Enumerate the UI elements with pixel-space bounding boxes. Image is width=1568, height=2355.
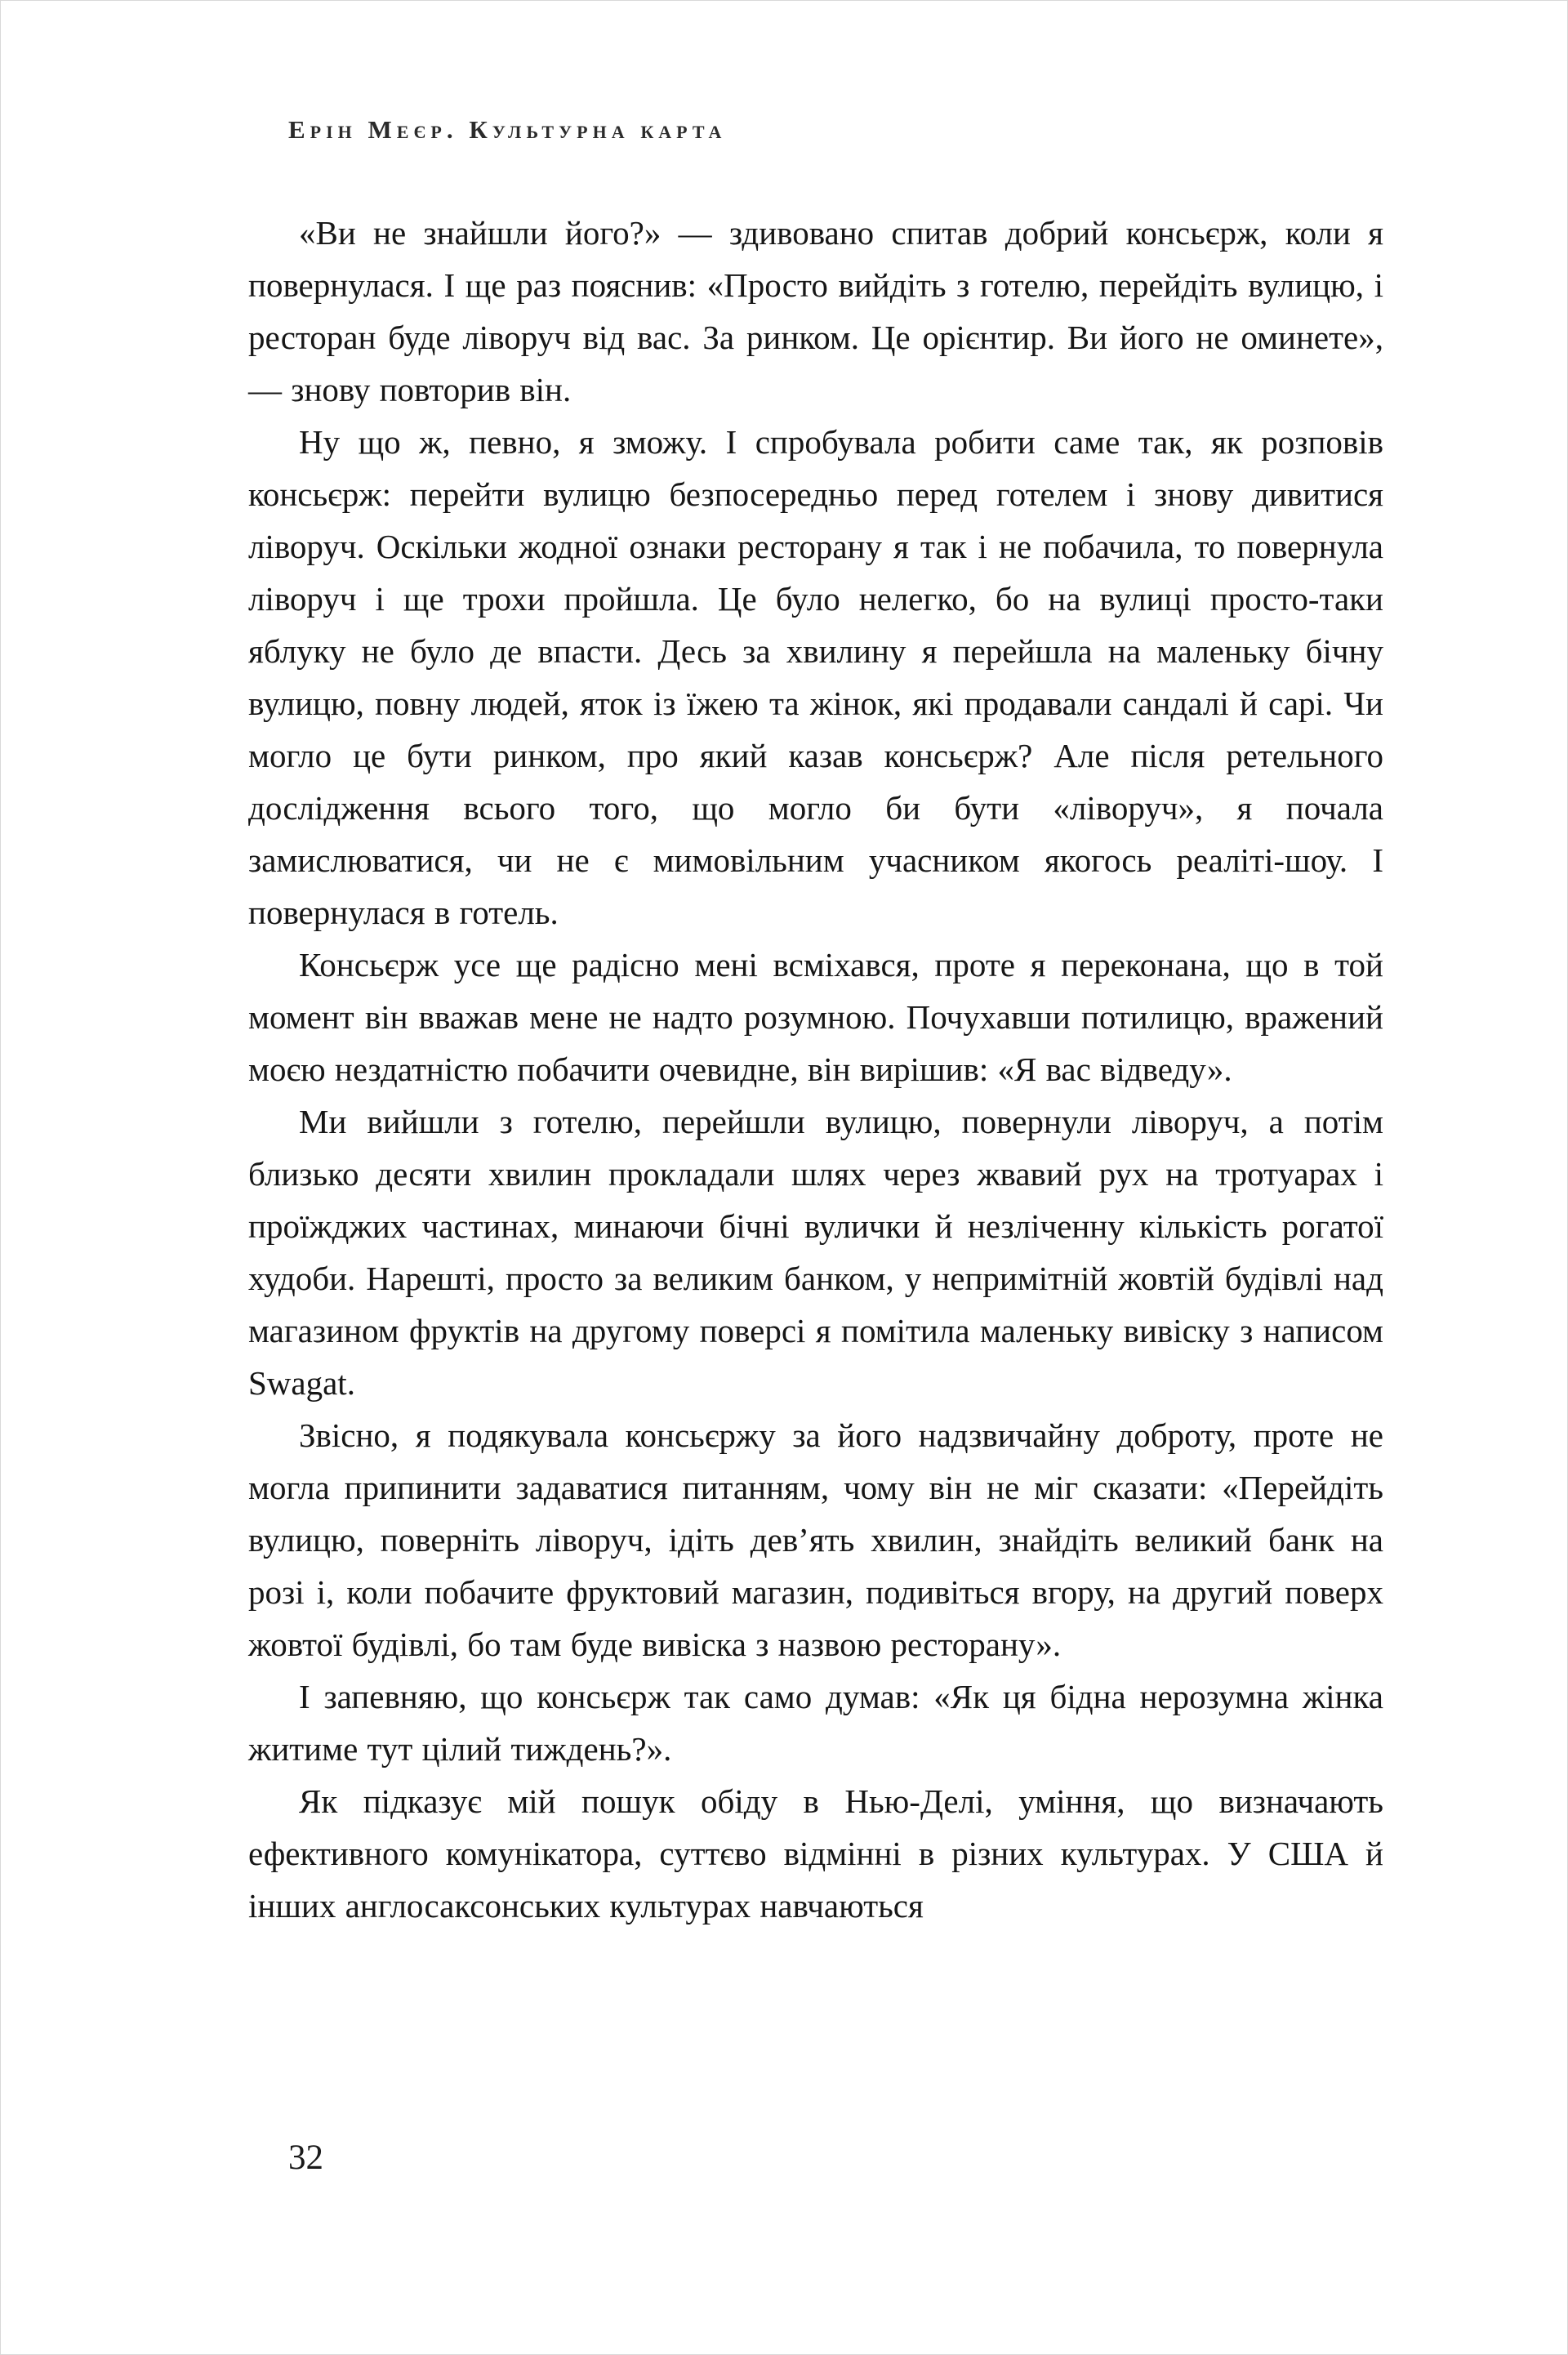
paragraph: Ну що ж, певно, я зможу. І спробувала робити саме так, як розповів консьєрж: перейти вулицю безпосередньо перед готелем і знову дивитися ліворуч. Оскільки жодної ознаки ресторану я так і не побачила, то повернула ліворуч і ще трохи пройшла. Це було нелегко, бо на вулиці просто-таки яблуку не було де впасти. Десь за хвилину я перейшла на маленьку бічну вулицю, повну людей, яток із їжею та жінок, які продавали сандалі й сарі. Чи могло це бути ринком, про який казав консьєрж? Але після ретельного дослідження всього того, що могло би бути «ліворуч», я почала замислюватися, чи не є мимовільним учасником якогось реаліті-шоу. І повернулася в готель.	[248, 423, 1383, 931]
paragraph: І запевняю, що консьєрж так само думав: «Як ця бідна нерозумна жінка житиме тут цілий тиждень?».	[248, 1678, 1383, 1768]
running-header: Ерін Меєр. Культурна карта	[288, 115, 727, 144]
page-number: 32	[288, 2139, 323, 2177]
paragraph: «Ви не знайшли його?» — здивовано спитав добрий консьєрж, коли я повернулася. І ще раз пояснив: «Просто вийдіть з готелю, перейдіть вулицю, і ресторан буде ліворуч від вас. За ринком. Це орієнтир. Ви його не оминете», — знову повторив він.	[248, 214, 1383, 408]
paragraph: Ми вийшли з готелю, перейшли вулицю, повернули ліворуч, а потім близько десяти хвилин прокладали шлях через жвавий рух на тротуарах і проїжджих частинах, минаючи бічні вулички й незліченну кількість рогатої худоби. Нарешті, просто за великим банком, у непримітній жовтій будівлі над магазином фруктів на другому поверсі я помітила маленьку вивіску з написом Swagat.	[248, 1103, 1383, 1402]
paragraph: Звісно, я подякувала консьєржу за його надзвичайну доброту, проте не могла припинити задаватися питанням, чому він не міг сказати: «Перейдіть вулицю, поверніть ліворуч, ідіть дев’ять хвилин, знайдіть великий банк на розі і, коли побачите фруктовий магазин, подивіться вгору, на другий поверх жовтої будівлі, бо там буде вивіска з назвою ресторану».	[248, 1416, 1383, 1663]
paragraph: Консьєрж усе ще радісно мені всміхався, проте я переконана, що в той момент він вважав мене не надто розумною. Почухавши потилицю, вражений моєю нездатністю побачити очевидне, він вирішив: «Я вас відведу».	[248, 946, 1383, 1088]
body-text	[248, 207, 1383, 1932]
paragraph: Як підказує мій пошук обіду в Нью-Делі, уміння, що визначають ефективного комунікатора, суттєво відмінні в різних культурах. У США й інших англосаксонських культурах навчаються	[248, 1782, 1383, 1925]
